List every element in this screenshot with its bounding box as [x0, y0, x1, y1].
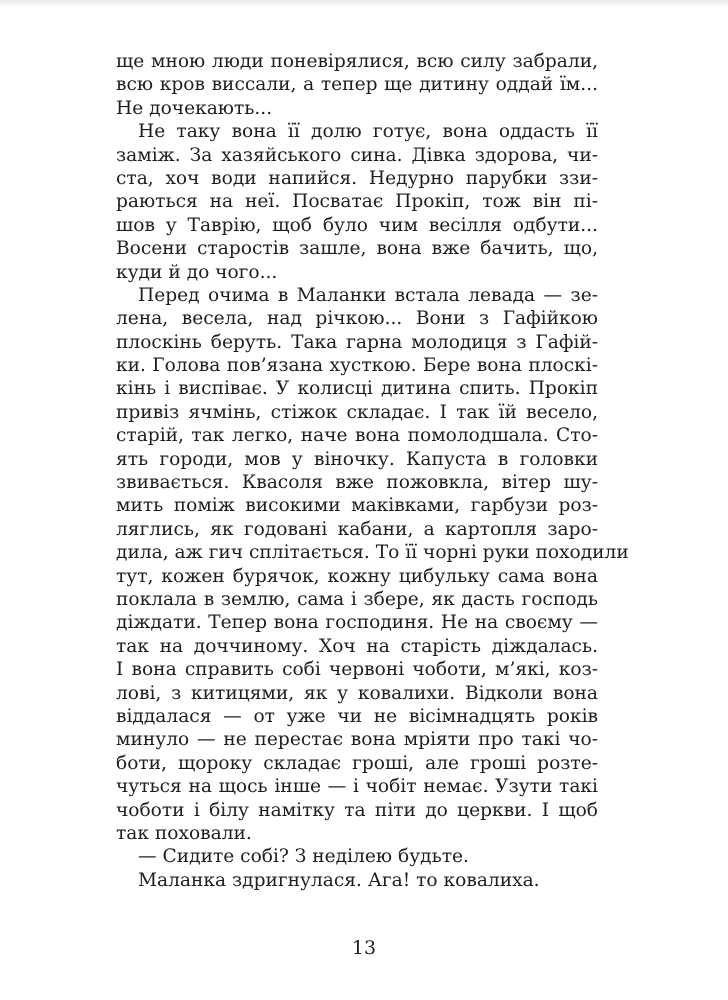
paragraph — [116, 284, 629, 845]
text-line: Перед очима в Маланки встала левада — зе- — [138, 284, 598, 306]
text-line: чуться на щось інше — і чобіт немає. Узути такі — [116, 776, 598, 798]
text-line: заміж. За хазяйського сина. Дівка здорова, чи- — [116, 144, 598, 166]
text-line: — Сидите собі? З неділею будьте. — [138, 846, 469, 868]
text-line: лена, весела, над річкою... Вони з Гафійкою — [116, 308, 598, 330]
text-line: звивається. Квасоля вже пожовкла, вітер шу- — [116, 472, 598, 494]
text-line: минуло — не перестає вона мріяти про такі чо- — [116, 729, 598, 751]
text-line: ста, хоч води напийся. Недурно парубки ззи- — [116, 167, 598, 189]
top-edge-shadow — [0, 0, 728, 8]
text-line: старій, так легко, наче вона помолодшала. Сто- — [116, 425, 598, 447]
text-line: лові, з китицями, як у ковалихи. Відколи вона — [116, 682, 598, 704]
text-line: ляглись, як годовані кабани, а картопля заро- — [116, 518, 598, 540]
paragraph — [116, 869, 598, 892]
book-page-text — [116, 50, 629, 892]
text-line: так поховали. — [116, 822, 252, 844]
text-line: так на доччиному. Хоч на старість діждалась. — [116, 635, 598, 657]
text-line: ять городи, мов у віночку. Капуста в головки — [116, 448, 598, 470]
text-line: дила, аж гич сплітається. То її чорні руки походили — [116, 542, 629, 564]
text-line: раються на неї. Посватає Прокіп, тож він пі- — [116, 191, 598, 213]
text-line: ще мною люди поневірялися, всю силу забрали, — [116, 51, 598, 72]
text-line: Восени старостів зашле, вона вже бачить, що, — [116, 238, 598, 260]
text-line: плоскінь беруть. Така гарна молодиця з Гафій- — [116, 331, 598, 353]
text-line: всю кров виссали, а тепер ще дитину оддай їм... — [116, 74, 598, 96]
text-line: І вона справить собі червоні чоботи, м’які, коз- — [116, 659, 598, 681]
text-line: мить поміж високими маківками, гарбузи роз- — [116, 495, 598, 517]
text-line: поклала в землю, сама і збере, як дасть господь — [116, 588, 598, 610]
text-line: Не дочекають... — [116, 97, 273, 119]
page-number: 13 — [351, 937, 377, 959]
paragraph — [116, 845, 598, 868]
text-line: шов у Таврію, щоб було чим весілля одбути... — [116, 214, 598, 236]
text-line: діждати. Тепер вона господиня. Не на своєму — — [116, 612, 598, 634]
text-line: тут, кожен бурячок, кожну цибульку сама вона — [116, 565, 598, 587]
text-line: боти, щороку складає гроші, але гроші розте- — [116, 752, 598, 774]
text-line: Маланка здригнулася. Ага! то ковалиха. — [138, 869, 540, 891]
text-line: ки. Голова пов’язана хусткою. Бере вона плоскі- — [116, 355, 598, 377]
text-line: привіз ячмінь, стіжок складає. І так їй весело, — [116, 401, 598, 423]
text-line: кінь і виспіває. У колисці дитина спить. Прокіп — [116, 378, 598, 400]
paragraph — [116, 120, 598, 284]
text-line: куди й до чого... — [116, 261, 278, 283]
text-line: Не таку вона її долю готує, вона оддасть її — [138, 121, 598, 143]
text-line: віддалася — от уже чи не вісімнадцять років — [116, 705, 598, 727]
text-line: чоботи і білу намітку та піти до церкви. І щоб — [116, 799, 598, 821]
paragraph — [116, 50, 598, 120]
